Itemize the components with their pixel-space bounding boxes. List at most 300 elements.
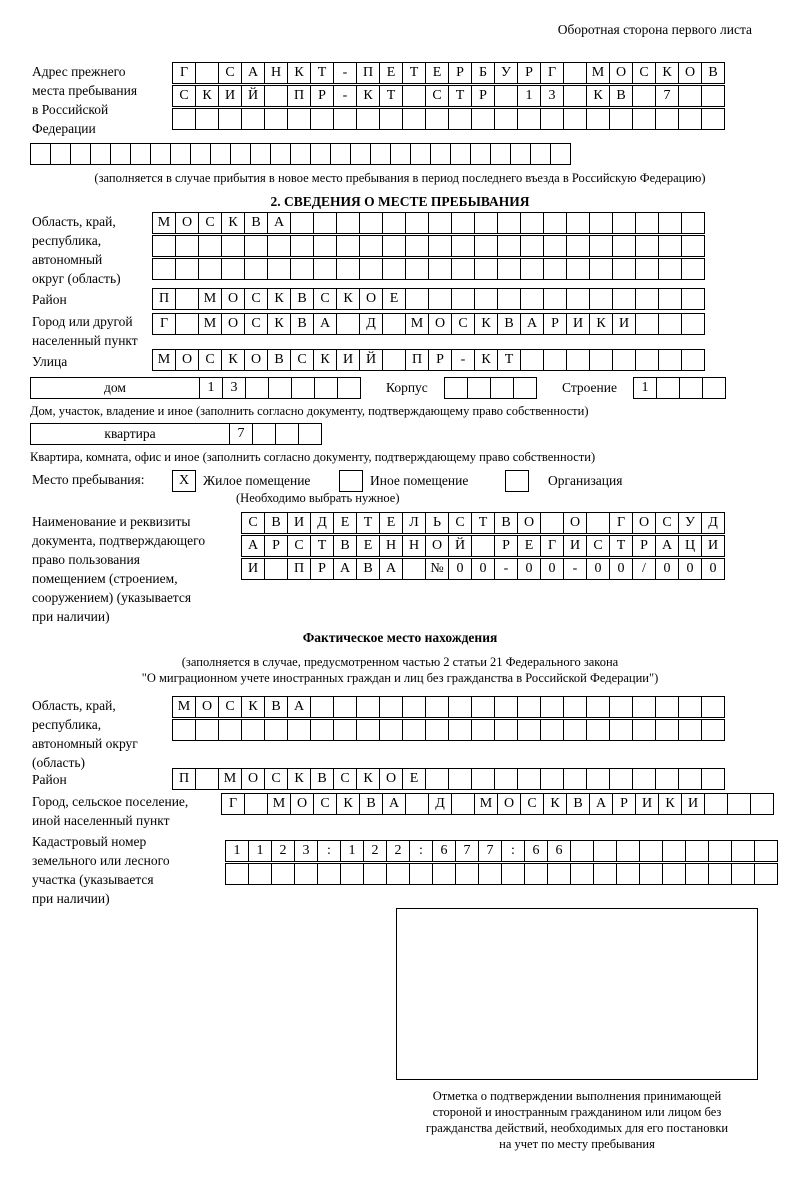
char-cell[interactable]: К — [287, 768, 311, 790]
char-cell[interactable] — [195, 719, 219, 741]
char-cell[interactable] — [448, 696, 472, 718]
char-cell[interactable]: К — [356, 768, 380, 790]
char-cell[interactable] — [612, 212, 636, 234]
char-cell[interactable] — [635, 349, 659, 371]
char-cell[interactable]: Р — [428, 349, 452, 371]
char-cell[interactable]: В — [290, 313, 314, 335]
korpus-row[interactable] — [444, 377, 536, 399]
region-row-2[interactable] — [152, 235, 704, 257]
char-cell[interactable] — [566, 288, 590, 310]
char-cell[interactable] — [702, 377, 726, 399]
char-cell[interactable] — [589, 235, 613, 257]
char-cell[interactable] — [678, 768, 702, 790]
char-cell[interactable]: В — [359, 793, 383, 815]
char-cell[interactable]: В — [290, 288, 314, 310]
char-cell[interactable]: 1 — [517, 85, 541, 107]
char-cell[interactable] — [363, 863, 387, 885]
char-cell[interactable] — [340, 863, 364, 885]
char-cell[interactable]: В — [609, 85, 633, 107]
char-cell[interactable] — [356, 719, 380, 741]
char-cell[interactable] — [386, 863, 410, 885]
char-cell[interactable]: 0 — [655, 558, 679, 580]
char-cell[interactable]: О — [517, 512, 541, 534]
char-cell[interactable] — [313, 258, 337, 280]
char-cell[interactable] — [609, 696, 633, 718]
char-cell[interactable] — [310, 108, 334, 130]
char-cell[interactable]: Й — [448, 535, 472, 557]
char-cell[interactable] — [152, 235, 176, 257]
char-cell[interactable] — [410, 143, 431, 165]
char-cell[interactable]: К — [313, 349, 337, 371]
char-cell[interactable]: С — [655, 512, 679, 534]
char-cell[interactable]: 1 — [248, 840, 272, 862]
char-cell[interactable] — [566, 349, 590, 371]
char-cell[interactable] — [451, 288, 475, 310]
char-cell[interactable] — [430, 143, 451, 165]
char-cell[interactable] — [270, 143, 291, 165]
char-cell[interactable]: Р — [471, 85, 495, 107]
char-cell[interactable] — [540, 696, 564, 718]
char-cell[interactable] — [221, 235, 245, 257]
char-cell[interactable] — [658, 258, 682, 280]
char-cell[interactable] — [681, 313, 705, 335]
char-cell[interactable] — [708, 840, 732, 862]
char-cell[interactable] — [658, 313, 682, 335]
char-cell[interactable] — [294, 863, 318, 885]
char-cell[interactable] — [90, 143, 111, 165]
char-cell[interactable]: К — [658, 793, 682, 815]
char-cell[interactable] — [681, 212, 705, 234]
char-cell[interactable] — [566, 212, 590, 234]
char-cell[interactable] — [428, 258, 452, 280]
char-cell[interactable]: О — [632, 512, 656, 534]
char-cell[interactable] — [517, 719, 541, 741]
char-cell[interactable] — [405, 212, 429, 234]
char-cell[interactable] — [612, 288, 636, 310]
char-cell[interactable] — [313, 235, 337, 257]
char-cell[interactable] — [425, 768, 449, 790]
char-cell[interactable] — [517, 696, 541, 718]
char-cell[interactable] — [264, 719, 288, 741]
char-cell[interactable]: М — [267, 793, 291, 815]
char-cell[interactable] — [402, 719, 426, 741]
char-cell[interactable] — [681, 349, 705, 371]
char-cell[interactable] — [467, 377, 491, 399]
char-cell[interactable] — [425, 719, 449, 741]
actual-city-row[interactable] — [221, 793, 773, 815]
char-cell[interactable] — [655, 108, 679, 130]
char-cell[interactable] — [750, 793, 774, 815]
char-cell[interactable]: Г — [221, 793, 245, 815]
char-cell[interactable] — [336, 258, 360, 280]
char-cell[interactable]: Т — [471, 512, 495, 534]
char-cell[interactable] — [474, 258, 498, 280]
char-cell[interactable] — [402, 558, 426, 580]
char-cell[interactable] — [632, 719, 656, 741]
char-cell[interactable]: Л — [402, 512, 426, 534]
char-cell[interactable] — [635, 212, 659, 234]
char-cell[interactable]: К — [267, 288, 291, 310]
char-cell[interactable] — [701, 768, 725, 790]
char-cell[interactable] — [350, 143, 371, 165]
char-cell[interactable] — [470, 143, 491, 165]
char-cell[interactable]: С — [244, 313, 268, 335]
char-cell[interactable] — [150, 143, 171, 165]
char-cell[interactable] — [336, 313, 360, 335]
char-cell[interactable] — [678, 719, 702, 741]
char-cell[interactable]: Е — [517, 535, 541, 557]
char-cell[interactable]: Й — [241, 85, 265, 107]
char-cell[interactable] — [471, 535, 495, 557]
char-cell[interactable] — [655, 719, 679, 741]
char-cell[interactable]: В — [264, 512, 288, 534]
char-cell[interactable] — [478, 863, 502, 885]
char-cell[interactable] — [494, 768, 518, 790]
char-cell[interactable] — [655, 696, 679, 718]
char-cell[interactable]: И — [287, 512, 311, 534]
char-cell[interactable] — [190, 143, 211, 165]
char-cell[interactable] — [593, 840, 617, 862]
char-cell[interactable]: К — [221, 212, 245, 234]
char-cell[interactable] — [520, 349, 544, 371]
prev-address-row-2[interactable] — [172, 85, 724, 107]
char-cell[interactable]: С — [198, 349, 222, 371]
char-cell[interactable] — [547, 863, 571, 885]
char-cell[interactable]: К — [267, 313, 291, 335]
char-cell[interactable] — [497, 212, 521, 234]
char-cell[interactable] — [244, 793, 268, 815]
char-cell[interactable] — [330, 143, 351, 165]
char-cell[interactable] — [50, 143, 71, 165]
char-cell[interactable]: 0 — [517, 558, 541, 580]
char-cell[interactable]: Й — [359, 349, 383, 371]
char-cell[interactable]: А — [241, 535, 265, 557]
char-cell[interactable]: В — [494, 512, 518, 534]
char-cell[interactable]: С — [290, 349, 314, 371]
char-cell[interactable] — [540, 719, 564, 741]
char-cell[interactable] — [175, 288, 199, 310]
char-cell[interactable]: К — [474, 349, 498, 371]
char-cell[interactable]: 0 — [540, 558, 564, 580]
char-cell[interactable]: Р — [517, 62, 541, 84]
char-cell[interactable]: 1 — [340, 840, 364, 862]
char-cell[interactable]: А — [382, 793, 406, 815]
char-cell[interactable]: Ь — [425, 512, 449, 534]
char-cell[interactable]: М — [586, 62, 610, 84]
char-cell[interactable]: Г — [172, 62, 196, 84]
char-cell[interactable] — [382, 349, 406, 371]
char-cell[interactable] — [402, 85, 426, 107]
char-cell[interactable] — [195, 108, 219, 130]
street-row[interactable] — [152, 349, 704, 371]
char-cell[interactable] — [570, 840, 594, 862]
char-cell[interactable] — [563, 108, 587, 130]
char-cell[interactable] — [264, 558, 288, 580]
char-cell[interactable] — [566, 235, 590, 257]
char-cell[interactable]: С — [313, 793, 337, 815]
char-cell[interactable]: - — [494, 558, 518, 580]
char-cell[interactable] — [287, 719, 311, 741]
char-cell[interactable] — [198, 258, 222, 280]
char-cell[interactable] — [586, 108, 610, 130]
char-cell[interactable] — [589, 258, 613, 280]
char-cell[interactable]: А — [313, 313, 337, 335]
char-cell[interactable] — [540, 768, 564, 790]
cadastral-row-2[interactable] — [225, 863, 777, 885]
char-cell[interactable] — [589, 288, 613, 310]
char-cell[interactable] — [405, 258, 429, 280]
char-cell[interactable] — [356, 108, 380, 130]
char-cell[interactable]: А — [379, 558, 403, 580]
char-cell[interactable] — [635, 313, 659, 335]
char-cell[interactable]: Е — [379, 512, 403, 534]
char-cell[interactable] — [359, 212, 383, 234]
char-cell[interactable]: О — [175, 212, 199, 234]
char-cell[interactable]: К — [356, 85, 380, 107]
char-cell[interactable]: С — [172, 85, 196, 107]
char-cell[interactable] — [245, 377, 269, 399]
char-cell[interactable]: А — [267, 212, 291, 234]
char-cell[interactable]: С — [520, 793, 544, 815]
char-cell[interactable] — [681, 235, 705, 257]
char-cell[interactable] — [639, 863, 663, 885]
char-cell[interactable]: 0 — [471, 558, 495, 580]
char-cell[interactable] — [455, 863, 479, 885]
char-cell[interactable] — [678, 696, 702, 718]
char-cell[interactable]: Р — [310, 558, 334, 580]
char-cell[interactable] — [632, 85, 656, 107]
char-cell[interactable]: Т — [379, 85, 403, 107]
char-cell[interactable]: 7 — [229, 423, 253, 445]
char-cell[interactable] — [563, 696, 587, 718]
char-cell[interactable] — [264, 85, 288, 107]
document-row-1[interactable] — [241, 512, 724, 534]
char-cell[interactable] — [290, 212, 314, 234]
char-cell[interactable] — [314, 377, 338, 399]
char-cell[interactable] — [425, 108, 449, 130]
char-cell[interactable] — [612, 258, 636, 280]
char-cell[interactable]: О — [428, 313, 452, 335]
char-cell[interactable] — [310, 719, 334, 741]
char-cell[interactable] — [290, 258, 314, 280]
char-cell[interactable] — [586, 768, 610, 790]
char-cell[interactable]: 1 — [199, 377, 223, 399]
char-cell[interactable]: К — [336, 793, 360, 815]
char-cell[interactable]: С — [244, 288, 268, 310]
char-cell[interactable] — [356, 696, 380, 718]
char-cell[interactable]: В — [310, 768, 334, 790]
char-cell[interactable] — [175, 313, 199, 335]
char-cell[interactable] — [310, 696, 334, 718]
char-cell[interactable]: 0 — [448, 558, 472, 580]
char-cell[interactable] — [450, 143, 471, 165]
char-cell[interactable]: О — [221, 313, 245, 335]
char-cell[interactable]: В — [264, 696, 288, 718]
char-cell[interactable]: 6 — [524, 840, 548, 862]
char-cell[interactable]: П — [172, 768, 196, 790]
char-cell[interactable] — [520, 288, 544, 310]
char-cell[interactable]: П — [356, 62, 380, 84]
char-cell[interactable] — [685, 863, 709, 885]
char-cell[interactable] — [471, 719, 495, 741]
char-cell[interactable] — [313, 212, 337, 234]
char-cell[interactable]: М — [152, 349, 176, 371]
char-cell[interactable] — [382, 258, 406, 280]
prev-address-row-1[interactable] — [172, 62, 724, 84]
char-cell[interactable] — [616, 840, 640, 862]
char-cell[interactable] — [540, 108, 564, 130]
char-cell[interactable] — [701, 696, 725, 718]
char-cell[interactable]: С — [313, 288, 337, 310]
char-cell[interactable]: - — [451, 349, 475, 371]
char-cell[interactable]: Е — [379, 62, 403, 84]
char-cell[interactable] — [248, 863, 272, 885]
char-cell[interactable] — [639, 840, 663, 862]
char-cell[interactable]: П — [405, 349, 429, 371]
char-cell[interactable] — [195, 62, 219, 84]
char-cell[interactable] — [444, 377, 468, 399]
char-cell[interactable] — [333, 108, 357, 130]
char-cell[interactable] — [359, 258, 383, 280]
char-cell[interactable] — [662, 863, 686, 885]
char-cell[interactable] — [731, 840, 755, 862]
char-cell[interactable] — [448, 768, 472, 790]
char-cell[interactable] — [474, 288, 498, 310]
char-cell[interactable] — [586, 696, 610, 718]
char-cell[interactable]: 3 — [294, 840, 318, 862]
char-cell[interactable] — [566, 258, 590, 280]
char-cell[interactable]: О — [497, 793, 521, 815]
char-cell[interactable] — [425, 696, 449, 718]
char-cell[interactable] — [616, 863, 640, 885]
char-cell[interactable]: Р — [632, 535, 656, 557]
char-cell[interactable]: А — [333, 558, 357, 580]
char-cell[interactable]: 1 — [225, 840, 249, 862]
char-cell[interactable]: С — [264, 768, 288, 790]
char-cell[interactable]: А — [287, 696, 311, 718]
char-cell[interactable] — [494, 719, 518, 741]
char-cell[interactable]: О — [241, 768, 265, 790]
region-row-1[interactable] — [152, 212, 704, 234]
char-cell[interactable] — [390, 143, 411, 165]
char-cell[interactable]: И — [701, 535, 725, 557]
char-cell[interactable]: 2 — [386, 840, 410, 862]
char-cell[interactable] — [612, 235, 636, 257]
char-cell[interactable] — [405, 793, 429, 815]
char-cell[interactable]: К — [241, 696, 265, 718]
char-cell[interactable]: 3 — [540, 85, 564, 107]
char-cell[interactable]: М — [172, 696, 196, 718]
char-cell[interactable] — [448, 719, 472, 741]
char-cell[interactable]: И — [635, 793, 659, 815]
char-cell[interactable]: В — [244, 212, 268, 234]
stay-place-checkbox-org[interactable] — [505, 470, 529, 492]
char-cell[interactable] — [210, 143, 231, 165]
char-cell[interactable] — [754, 863, 778, 885]
char-cell[interactable]: С — [241, 512, 265, 534]
char-cell[interactable] — [287, 108, 311, 130]
char-cell[interactable]: Т — [356, 512, 380, 534]
cadastral-row-1[interactable] — [225, 840, 777, 862]
city-row[interactable] — [152, 313, 704, 335]
char-cell[interactable] — [241, 719, 265, 741]
char-cell[interactable] — [494, 696, 518, 718]
char-cell[interactable] — [170, 143, 191, 165]
char-cell[interactable] — [244, 235, 268, 257]
char-cell[interactable] — [336, 212, 360, 234]
char-cell[interactable]: А — [589, 793, 613, 815]
char-cell[interactable]: К — [287, 62, 311, 84]
char-cell[interactable]: А — [241, 62, 265, 84]
char-cell[interactable]: О — [195, 696, 219, 718]
char-cell[interactable]: Д — [428, 793, 452, 815]
char-cell[interactable] — [175, 258, 199, 280]
char-cell[interactable] — [432, 863, 456, 885]
char-cell[interactable] — [513, 377, 537, 399]
char-cell[interactable] — [405, 288, 429, 310]
actual-region-row-2[interactable] — [172, 719, 724, 741]
char-cell[interactable]: К — [221, 349, 245, 371]
char-cell[interactable]: О — [379, 768, 403, 790]
char-cell[interactable] — [175, 235, 199, 257]
char-cell[interactable]: 2 — [363, 840, 387, 862]
char-cell[interactable]: С — [333, 768, 357, 790]
char-cell[interactable] — [524, 863, 548, 885]
char-cell[interactable] — [635, 235, 659, 257]
char-cell[interactable] — [704, 793, 728, 815]
char-cell[interactable] — [337, 377, 361, 399]
char-cell[interactable]: Р — [264, 535, 288, 557]
char-cell[interactable]: К — [543, 793, 567, 815]
char-cell[interactable] — [370, 143, 391, 165]
char-cell[interactable] — [471, 696, 495, 718]
char-cell[interactable] — [609, 768, 633, 790]
char-cell[interactable]: 7 — [655, 85, 679, 107]
char-cell[interactable] — [593, 863, 617, 885]
char-cell[interactable] — [250, 143, 271, 165]
char-cell[interactable] — [701, 719, 725, 741]
actual-district-row[interactable] — [172, 768, 724, 790]
char-cell[interactable] — [543, 212, 567, 234]
house-row[interactable] — [199, 377, 360, 399]
char-cell[interactable] — [681, 288, 705, 310]
char-cell[interactable] — [681, 258, 705, 280]
char-cell[interactable] — [172, 108, 196, 130]
char-cell[interactable] — [754, 840, 778, 862]
stay-place-checkbox-zhiloe[interactable]: Х — [172, 470, 196, 492]
char-cell[interactable]: - — [333, 85, 357, 107]
char-cell[interactable] — [632, 108, 656, 130]
char-cell[interactable]: О — [609, 62, 633, 84]
char-cell[interactable]: Е — [382, 288, 406, 310]
char-cell[interactable]: М — [218, 768, 242, 790]
char-cell[interactable]: Р — [612, 793, 636, 815]
stamp-box[interactable] — [396, 908, 758, 1080]
char-cell[interactable] — [658, 349, 682, 371]
char-cell[interactable] — [727, 793, 751, 815]
char-cell[interactable]: К — [589, 313, 613, 335]
char-cell[interactable]: 7 — [478, 840, 502, 862]
char-cell[interactable]: Г — [540, 535, 564, 557]
char-cell[interactable] — [428, 288, 452, 310]
char-cell[interactable]: Т — [310, 535, 334, 557]
char-cell[interactable] — [198, 235, 222, 257]
char-cell[interactable] — [130, 143, 151, 165]
char-cell[interactable] — [451, 235, 475, 257]
char-cell[interactable] — [448, 108, 472, 130]
char-cell[interactable]: И — [612, 313, 636, 335]
char-cell[interactable] — [517, 108, 541, 130]
